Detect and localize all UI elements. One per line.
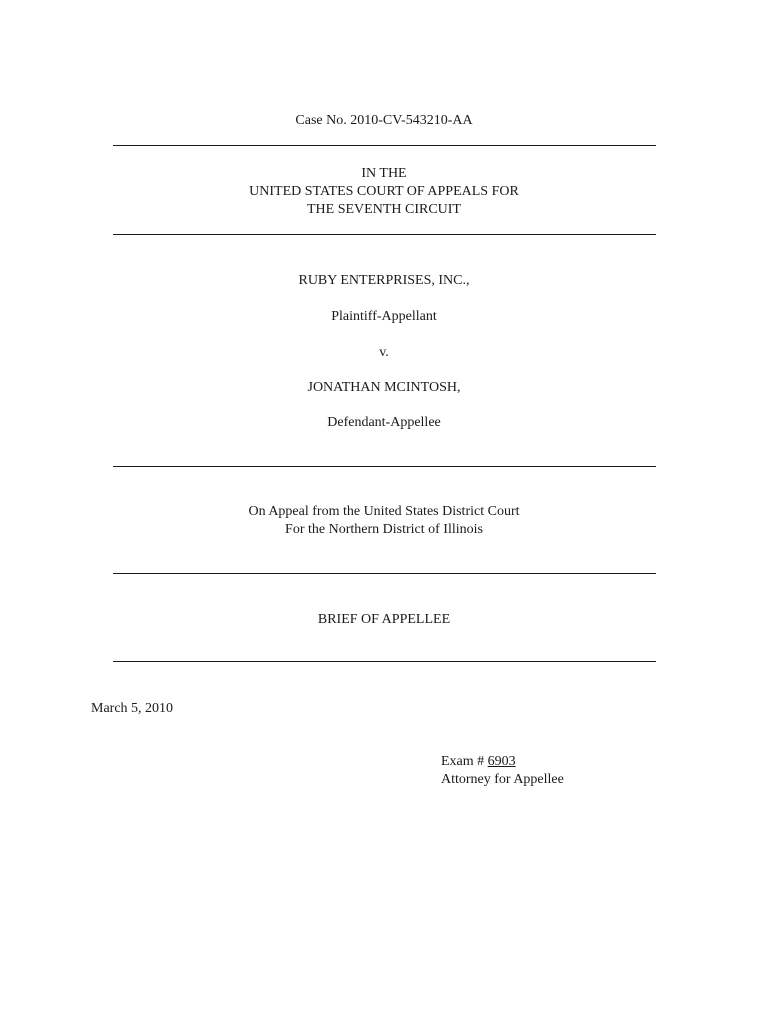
court-heading	[0, 165, 768, 219]
attorney-role: Attorney for Appellee	[441, 772, 564, 787]
divider-4	[113, 573, 656, 574]
appeal-line-1: On Appeal from the United States District Court	[248, 504, 520, 519]
filing-date: March 5, 2010	[91, 701, 174, 716]
court-line-2: UNITED STATES COURT OF APPEALS FOR	[249, 184, 519, 199]
court-line-1: IN THE	[361, 166, 407, 181]
plaintiff-name: RUBY ENTERPRISES, INC.,	[298, 273, 470, 288]
divider-2	[113, 234, 656, 235]
divider-1	[113, 145, 656, 146]
case-number: Case No. 2010-CV-543210-AA	[295, 113, 473, 128]
brief-title: BRIEF OF APPELLEE	[317, 612, 451, 627]
exam-label: Exam #	[441, 754, 488, 769]
signature-block	[441, 753, 564, 789]
appeal-line-2: For the Northern District of Illinois	[285, 522, 483, 537]
defendant-role: Defendant-Appellee	[327, 415, 441, 430]
court-line-3: THE SEVENTH CIRCUIT	[307, 202, 461, 217]
versus: v.	[379, 345, 389, 360]
defendant-name: JONATHAN MCINTOSH,	[307, 380, 461, 395]
divider-3	[113, 466, 656, 467]
plaintiff-role: Plaintiff-Appellant	[331, 309, 437, 324]
exam-line	[441, 753, 564, 771]
exam-number: 6903	[487, 754, 516, 769]
appeal-origin	[0, 503, 768, 539]
divider-5	[113, 661, 656, 662]
